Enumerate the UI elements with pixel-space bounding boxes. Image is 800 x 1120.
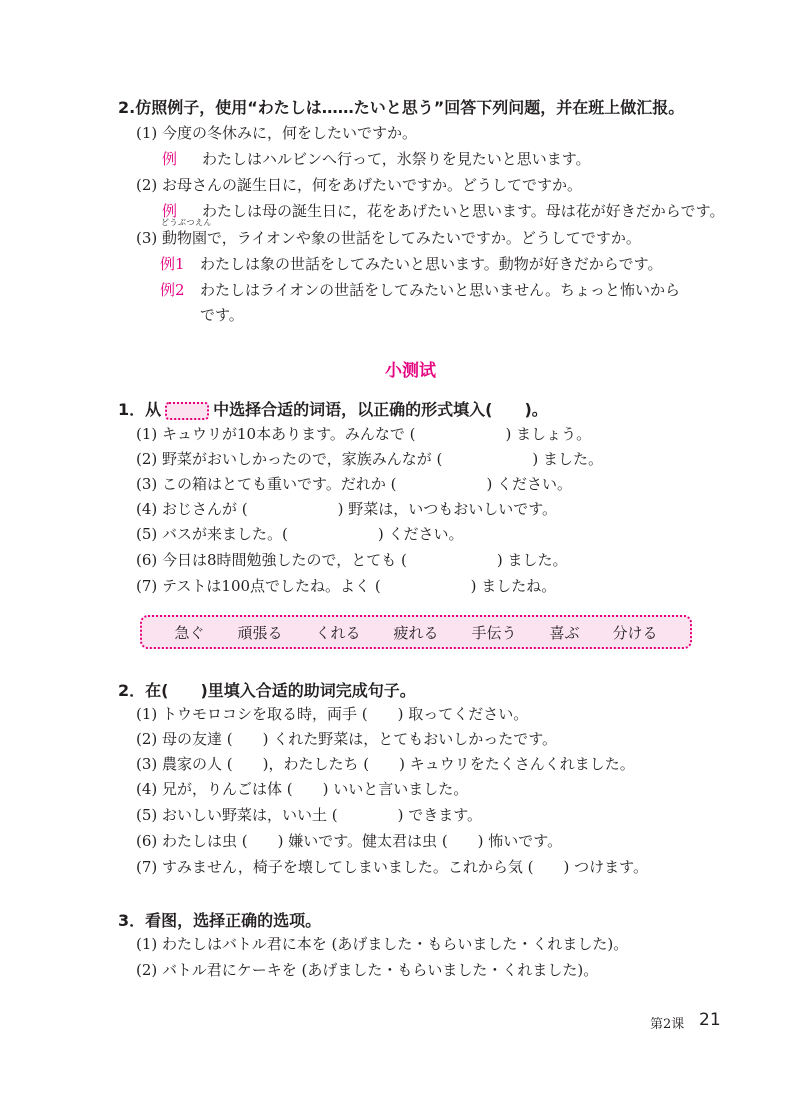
quiz2-item: (7) すみません，椅子を壊してしまいました。これから気 ( ) つけます。: [136, 858, 648, 876]
question-2: (2) お母さんの誕生日に，何をあげたいですか。どうしてですか。: [136, 176, 583, 194]
quiz1-item: (2) 野菜がおいしかったので，家族みんなが ( ) ました。: [136, 450, 603, 468]
example-text: わたしは象の世話をしてみたいと思います。動物が好きだからです。: [200, 255, 663, 273]
word-choice: 喜ぶ: [549, 623, 580, 642]
example-3b-continued: です。: [200, 306, 244, 324]
quiz2-heading: 2．在( )里填入合适的助词完成句子。: [118, 681, 416, 700]
quiz1-item: (1) キュウリが10本あります。みんなで ( ) ましょう。: [136, 425, 592, 443]
word-choice: 急ぐ: [174, 623, 205, 642]
quiz2-item: (2) 母の友達 ( ) くれた野菜は，とてもおいしかったです。: [136, 730, 558, 748]
word-choice: 頑張る: [237, 623, 283, 642]
question-3: (3) 動物園で，ライオンや象の世話をしてみたいですか。どうしてですか。: [136, 229, 641, 247]
example-text: わたしはライオンの世話をしてみたいと思いません。ちょっと怖いから: [200, 281, 681, 299]
quiz-title: 小测试: [385, 361, 436, 381]
example-3a: [160, 253, 662, 274]
example-1: [162, 148, 591, 169]
word-choice: 手伝う: [471, 623, 517, 642]
quiz1-item: (3) この箱はとても重いです。だれか ( ) ください。: [136, 475, 573, 493]
word-choice: 疲れる: [393, 623, 439, 642]
quiz2-item: (5) おいしい野菜は，いい土 ( ) できます。: [136, 806, 483, 824]
quiz1-heading: [118, 397, 548, 420]
word-choice: 分ける: [612, 623, 658, 642]
example-label: 例: [162, 150, 178, 168]
page-number: 21: [699, 1010, 721, 1030]
quiz1-item: (6) 今日は8時間勉強したので，とても ( ) ました。: [136, 551, 568, 569]
example-text: わたしは母の誕生日に，花をあげたいと思います。母は花が好きだからです。: [202, 202, 725, 220]
example-label: 例1: [160, 255, 185, 273]
quiz2-item: (3) 農家の人 ( )，わたしたち ( ) キュウリをたくさんくれました。: [136, 755, 635, 773]
example-text: わたしはハルビンへ行って，氷祭りを見たいと思います。: [202, 150, 591, 168]
example-3b: [160, 279, 680, 300]
furigana: どうぶつえん: [161, 218, 212, 227]
word-choice-box: [140, 615, 692, 649]
example-label: 例2: [160, 281, 185, 299]
quiz3-item: (2) バトル君にケーキを (あげました・もらいました・くれました)。: [136, 961, 599, 979]
quiz1-item: (4) おじさんが ( ) 野菜は，いつもおいしいです。: [136, 500, 558, 518]
quiz3-item: (1) わたしはバトル君に本を (あげました・もらいました・くれました)。: [136, 935, 629, 953]
lesson-label: 第2课: [650, 1017, 685, 1032]
quiz1-item: (7) テストは100点でしたね。よく ( ) ましたね。: [136, 577, 557, 595]
example-2: [162, 200, 724, 221]
quiz2-item: (4) 兄が，りんごは体 ( ) いいと言いました。: [136, 780, 469, 798]
question-1: (1) 今度の冬休みに，何をしたいですか。: [136, 124, 418, 142]
word-choice: くれる: [315, 623, 361, 642]
quiz1-heading-a: 1．从: [118, 400, 162, 419]
quiz2-item: (6) わたしは虫 ( ) 嫌いです。健太君は虫 ( ) 怖いです。: [136, 832, 563, 850]
section2-heading: 2.仿照例子，使用“わたしは……たいと思う”回答下列问题，并在班上做汇报。: [118, 98, 685, 117]
word-box-marker: [165, 402, 209, 420]
quiz1-item: (5) バスが来ました。( ) ください。: [136, 525, 464, 543]
quiz2-item: (1) トウモロコシを取る時，両手 ( ) 取ってください。: [136, 705, 529, 723]
quiz3-heading: 3．看图，选择正确的选项。: [118, 911, 322, 930]
quiz1-heading-b: 中选择合适的词语，以正确的形式填入( )。: [213, 400, 548, 419]
example-label: 例: [162, 202, 178, 220]
